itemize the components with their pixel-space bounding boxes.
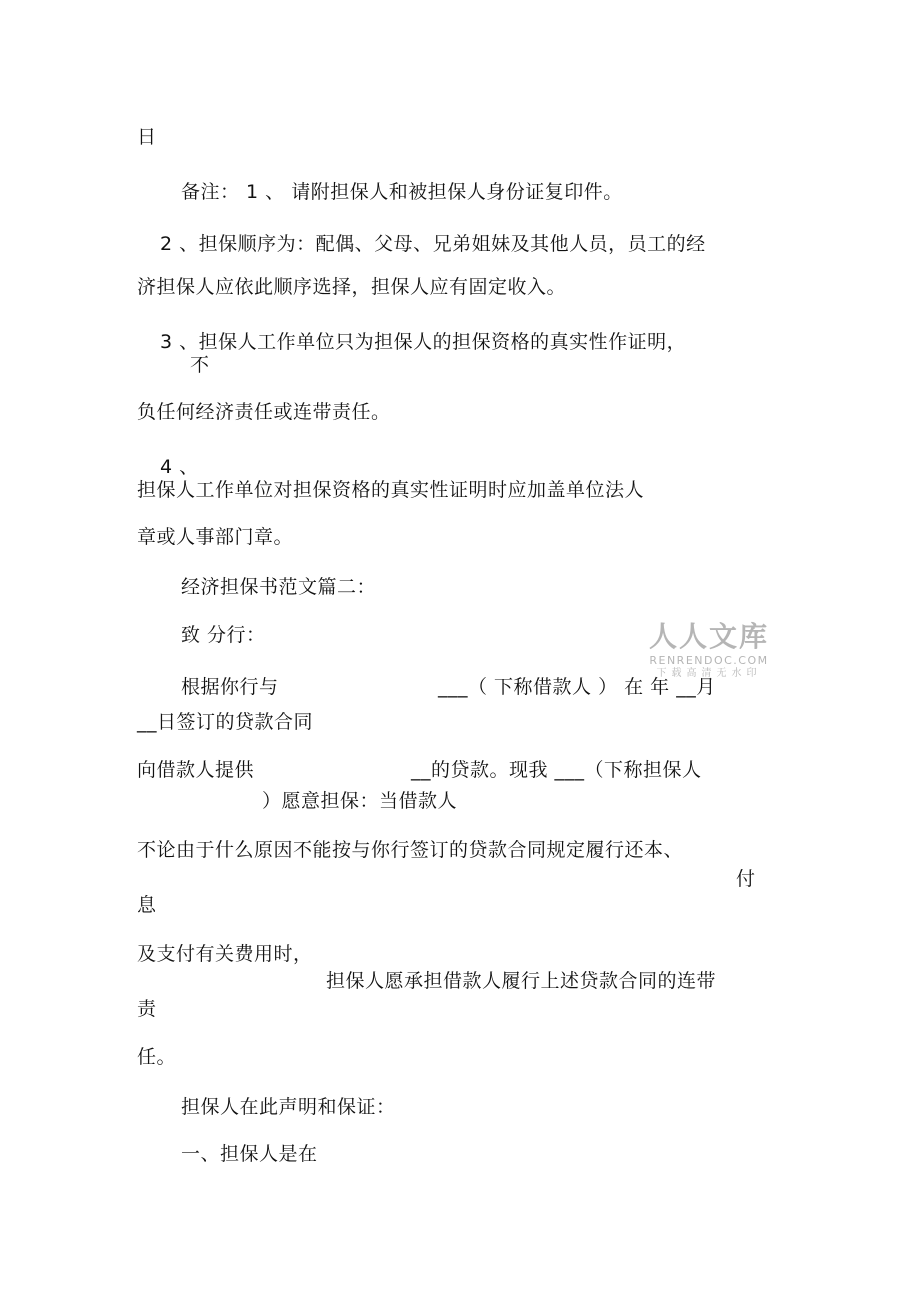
note-4-line-2: 章或人事部门章。	[137, 526, 294, 548]
watermark-title: 人人文库	[648, 620, 769, 653]
body-line-4: ）愿意担保：当借款人	[262, 790, 458, 812]
date-day: 日	[137, 126, 157, 148]
section-heading: 经济担保书范文篇二：	[181, 576, 377, 598]
body-line-9: 责	[137, 998, 157, 1020]
body-line-3b: __的贷款。现我 ___（下称担保人	[411, 759, 702, 781]
body-line-1a: 根据你行与	[181, 676, 279, 698]
body-line-8: 担保人愿承担借款人履行上述贷款合同的连带	[326, 970, 717, 992]
note-4-line-1: 担保人工作单位对担保资格的真实性证明时应加盖单位法人	[137, 479, 645, 501]
watermark-site: RENRENDOC.COM	[649, 654, 769, 667]
note-3-line-3: 负任何经济责任或连带责任。	[137, 401, 391, 423]
body-line-10: 任。	[137, 1046, 177, 1068]
body-line-7: 及支付有关费用时，	[137, 943, 313, 965]
note-1: 备注： 1 、 请附担保人和被担保人身份证复印件。	[181, 181, 623, 203]
body-line-6a: 付	[736, 868, 756, 890]
body-line-6b: 息	[137, 894, 157, 916]
declaration-item-1: 一、担保人是在	[181, 1143, 318, 1165]
note-4-number: 4 、	[160, 456, 199, 478]
watermark-slogan: 下载高清无水印	[656, 668, 762, 679]
body-line-3a: 向借款人提供	[137, 759, 255, 781]
note-3-line-1: 3 、担保人工作单位只为担保人的担保资格的真实性作证明，	[160, 331, 687, 353]
declaration-heading: 担保人在此声明和保证：	[181, 1096, 396, 1118]
watermark-logo	[646, 620, 772, 680]
addressee: 致 分行：	[181, 624, 266, 646]
body-line-5: 不论由于什么原因不能按与你行签订的贷款合同规定履行还本、	[137, 839, 684, 861]
note-2-line-1: 2 、担保顺序为：配偶、父母、兄弟姐妹及其他人员，员工的经	[160, 233, 706, 255]
note-3-line-2: 不	[190, 354, 210, 376]
body-line-1b: ___（ 下称借款人 ） 在 年 __月	[438, 676, 716, 698]
note-2-line-2: 济担保人应依此顺序选择，担保人应有固定收入。	[137, 276, 567, 298]
body-line-2: __日签订的贷款合同	[137, 711, 314, 733]
